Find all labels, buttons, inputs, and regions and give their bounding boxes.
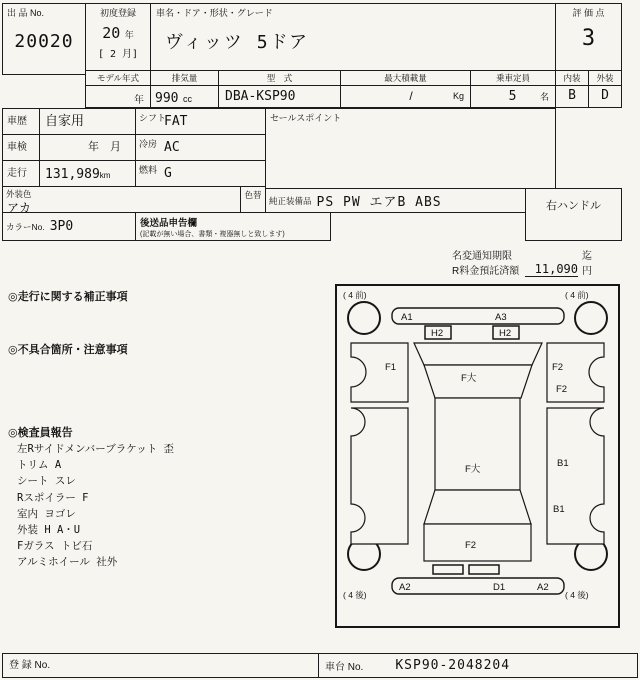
inspector-item: Fガラス トビ石 [17,540,93,553]
color-no-cell [2,212,136,241]
max-load-label: 最大積載量 [341,71,470,86]
model-code-value: DBA-KSP90 [225,89,296,104]
capacity-label: 乗車定員 [471,71,555,86]
max-load-value: / [409,89,413,103]
first-registration-month: [ 2 月] [97,49,139,60]
sales-point-label: セールスポイント [270,113,342,123]
chassis-no-cell [318,653,638,678]
car-name-label: 車名・ドア・形状・グレード [156,8,273,18]
mark-d1: D1 [493,582,506,593]
max-load-cell [340,70,471,108]
damage-diagram-panel [335,284,620,628]
later-items-label: 後送品申告欄 [140,218,198,229]
inspection-label: 車検 [7,142,27,153]
license-plate-right [469,565,499,574]
license-plate-left [433,565,463,574]
mark-f2-front-upper: F2 [552,362,564,373]
mark-f-dai-roof: F大 [465,464,481,475]
mileage-value-cell [39,160,136,187]
inspector-item: Rスポイラー F [17,491,89,504]
inspector-item: アルミホイール 社外 [17,556,118,569]
displacement-value: 990 [155,91,179,106]
exterior-grade-value: D [601,88,609,103]
tire-depth-rear-right: ( 4 後) [565,590,589,600]
mileage-label-cell [2,160,40,187]
tire-depth-front-left: ( 4 前) [343,290,367,300]
model-code-label: 型 式 [219,71,340,86]
left-side-panel-shape [351,408,408,544]
first-registration-year: 20 [102,24,121,42]
shift-cell [135,108,266,135]
equipment-cell [265,188,526,213]
shift-value: FAT [164,114,188,129]
model-code-cell [218,70,341,108]
fuel-label: 燃料 [139,165,158,175]
mark-f1: F1 [385,362,397,373]
chassis-no-label: 車台 No. [325,662,364,673]
mileage-value: 131,989 [45,167,100,182]
name-change-until: 迄 [582,251,592,262]
car-name-cell [150,3,556,71]
max-load-unit: Kg [452,91,464,101]
name-change-label: 名変通知期限 [452,251,512,262]
mark-a3: A3 [495,312,507,323]
lot-cell [2,3,86,75]
front-bumper-shape [392,308,564,324]
color-change-cell [240,186,266,213]
model-year-value: 年 [134,95,144,106]
interior-grade-value: B [568,88,576,103]
color-no-label: カラーNo. [6,221,45,232]
rear-window-shape [424,490,531,524]
color-no-value: 3P0 [49,219,74,234]
equipment-label: 純正装備品 [269,195,312,206]
history-value: 自家用 [45,114,85,129]
inspection-value-cell [39,134,136,161]
roof-shape [435,398,520,490]
inspector-report-title: ◎検査員報告 [8,427,73,439]
model-year-cell [85,70,151,108]
later-items-cell [135,212,331,241]
inspector-item: シート スレ [17,475,76,488]
first-registration-year-unit: 年 [124,30,134,40]
wheel-front-left-icon [348,302,380,334]
mark-h2-right: H2 [499,328,512,339]
displacement-cell [150,70,219,108]
lot-number: 20020 [14,31,74,52]
car-name: ヴィッツ 5ドア [165,32,310,53]
car-diagram [337,286,618,626]
recycle-fee-amount: 11,090 [525,262,578,277]
registration-no-label: 登 録 No. [9,660,51,671]
body-color-label: 外装色 [6,189,32,199]
mark-b1-lower: B1 [553,504,565,515]
defects-title: ◎不具合箇所・注意事項 [8,344,128,356]
interior-grade-label: 内装 [556,71,588,86]
cooling-cell [135,134,266,161]
exterior-grade-label: 外装 [589,71,621,86]
sales-point-cell [265,108,556,189]
score-cell [555,3,622,71]
shift-label: シフト [139,113,167,123]
score-value: 3 [581,26,596,51]
right-side-panel-shape [547,408,604,544]
tire-depth-front-right: ( 4 前) [565,290,589,300]
mileage-unit: km [99,171,111,180]
inspector-item: 室内 ヨゴレ [17,507,76,520]
inspector-item: トリム A [17,459,62,472]
wheel-front-right-icon [575,302,607,334]
displacement-unit: cc [182,94,192,104]
history-label: 車歴 [7,116,27,127]
capacity-value: 5 [508,88,517,104]
handle-cell [525,188,622,241]
registration-no-cell [2,653,319,678]
inspector-report-list [17,441,174,571]
history-value-cell [39,108,136,135]
cooling-label: 冷房 [139,139,158,149]
windshield-shape [424,365,532,398]
score-label: 評 価 点 [572,8,605,18]
mileage-note-title: ◎走行に関する補正事項 [8,291,128,303]
capacity-unit: 名 [539,91,549,102]
recycle-fee-unit: 円 [582,266,592,277]
body-color-cell [2,186,241,213]
mark-a2-right: A2 [537,582,549,593]
recycle-fee-label: R料金預託済額 [452,266,520,277]
history-label-cell [2,108,40,135]
fuel-cell [135,160,266,187]
mark-f2-front-lower: F2 [556,384,568,395]
handle-value: 右ハンドル [546,200,601,212]
rear-panel-shape [424,524,531,561]
displacement-label: 排気量 [151,71,218,86]
mark-f-dai-front: F大 [461,373,477,384]
tire-depth-rear-left: ( 4 後) [343,590,367,600]
color-change-label: 色替 [244,190,262,200]
mark-f2-rear: F2 [465,540,477,551]
model-year-label: モデル年式 [86,71,150,86]
fuel-value: G [164,166,172,181]
hood-shape [414,343,542,365]
mark-a1: A1 [401,312,413,323]
inspector-item: 左Rサイドメンバーブラケット 歪 [17,443,175,455]
body-color-value: アカ [7,201,31,215]
recycle-fee-row [452,262,592,277]
lot-label: 出 品 No. [7,8,45,18]
mark-b1-upper: B1 [557,458,569,469]
mileage-label: 走行 [7,168,27,179]
left-front-panel-shape [351,343,408,402]
inspection-label-cell [2,134,40,161]
name-change-row [452,247,592,262]
inspector-item: 外装 H A・U [17,524,81,537]
grade-cell [555,70,622,108]
later-items-note: (記載が無い場合、書類・複器無しと致します) [140,231,285,238]
first-registration-cell [85,3,151,71]
mark-h2-left: H2 [431,328,444,339]
chassis-no-value: KSP90-2048204 [395,658,511,673]
first-registration-label: 初度登録 [99,8,136,18]
capacity-cell [470,70,556,108]
inspection-value: 年 月 [88,141,121,153]
cooling-value: AC [164,140,180,155]
equipment-value: PS PW エアB ABS [316,195,442,210]
mark-a2-left: A2 [399,582,411,593]
